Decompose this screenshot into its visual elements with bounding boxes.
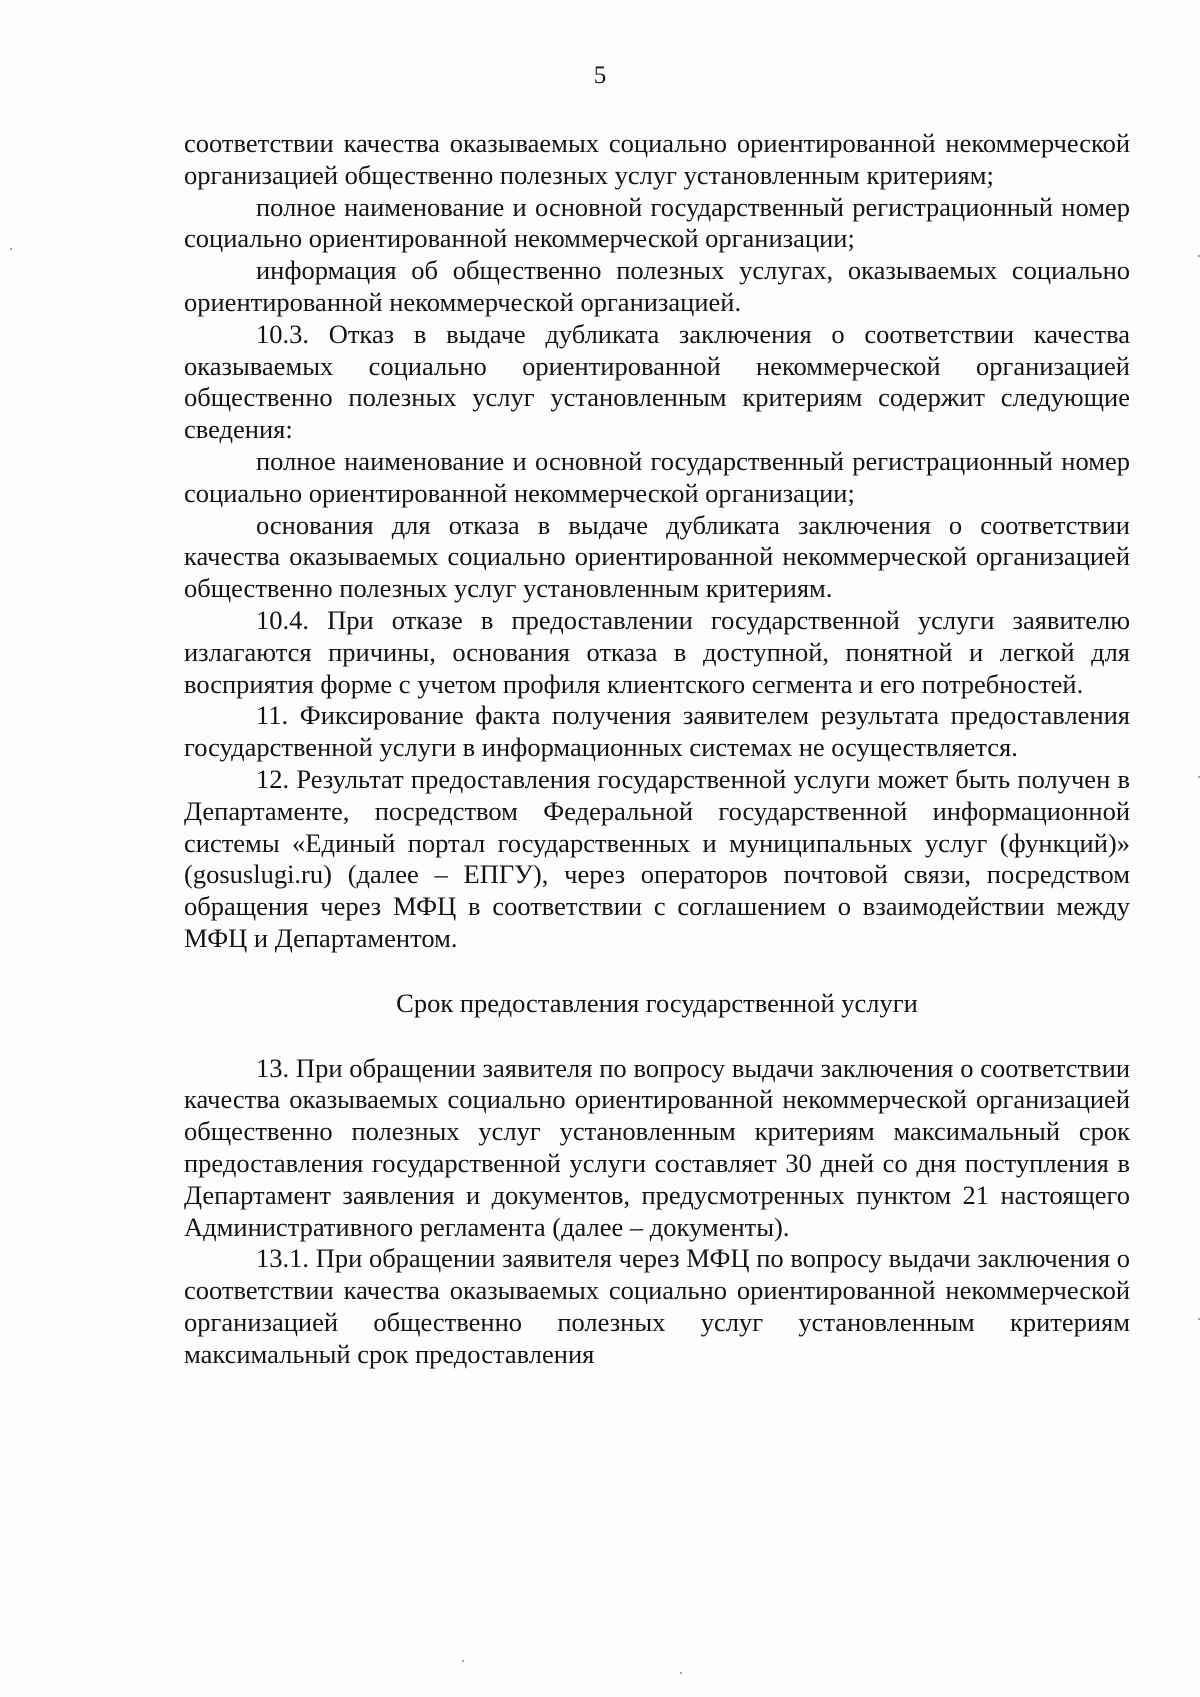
scan-speck [462, 1660, 464, 1662]
paragraph-continuation: соответствии качества оказываемых социально ориентированной некоммерческой организацией общественно полезных услуг установленным критериям; [184, 128, 1130, 190]
page-number: 5 [593, 62, 607, 89]
paragraph-13-1: 13.1. При обращении заявителя через МФЦ по вопросу выдачи заключения о соответствии качества оказываемых социально ориентированной некоммерческой организацией общественно полезных услуг установленным критериям максимальный срок предоставления [184, 1243, 1130, 1369]
section-heading: Срок предоставления государственной услуги [396, 987, 918, 1018]
scan-speck [680, 1672, 682, 1674]
paragraph-10-4: 10.4. При отказе в предоставлении государственной услуги заявителю излагаются причины, основания отказа в доступной, понятной и легкой для восприятия форме с учетом профиля клиентского сегмента и его потребностей. [184, 604, 1130, 699]
document-body [184, 128, 1130, 1370]
paragraph-services-info: информация об общественно полезных услугах, оказываемых социально ориентированной некоммерческой организацией. [184, 255, 1130, 317]
paragraph-full-name-2: полное наименование и основной государственный регистрационный номер социально ориентированной некоммерческой организации; [184, 445, 1130, 508]
paragraph-13: 13. При обращении заявителя по вопросу выдачи заключения о соответствии качества оказываемых социально ориентированной некоммерческой организацией общественно полезных услуг установленным критериям максимальный срок предоставления государственной услуги составляет 30 дней со дня поступления в Департамент заявления и документов, предусмотренных пунктом 21 настоящего Административного регламента (далее – документы). [184, 1052, 1130, 1242]
paragraph-11: 11. Фиксирование факта получения заявителем результата предоставления государственной услуги в информационных системах не осуществляется. [184, 700, 1130, 763]
scan-speck [10, 248, 12, 250]
paragraph-refusal-grounds: основания для отказа в выдаче дубликата заключения о соответствии качества оказываемых социально ориентированной некоммерческой организацией общественно полезных услуг установленным критериям. [184, 509, 1130, 604]
paragraph-12: 12. Результат предоставления государственной услуги может быть получен в Департаменте, посредством Федеральной государственной информационной системы «Единый портал государственных и муниципальных услуг (функций)» (gosuslugi.ru) (далее – ЕПГУ), через операторов почтовой связи, посредством обращения через МФЦ в соответствии с соглашением о взаимодействии между МФЦ и Департаментом. [184, 763, 1130, 953]
paragraph-full-name-1: полное наименование и основной государственный регистрационный номер социально ориентированной некоммерческой организации; [184, 191, 1130, 254]
paragraph-10-3: 10.3. Отказ в выдаче дубликата заключения о соответствии качества оказываемых социально ориентированной некоммерческой организацией общественно полезных услуг установленным критериям содержит следующие сведения: [184, 318, 1130, 445]
